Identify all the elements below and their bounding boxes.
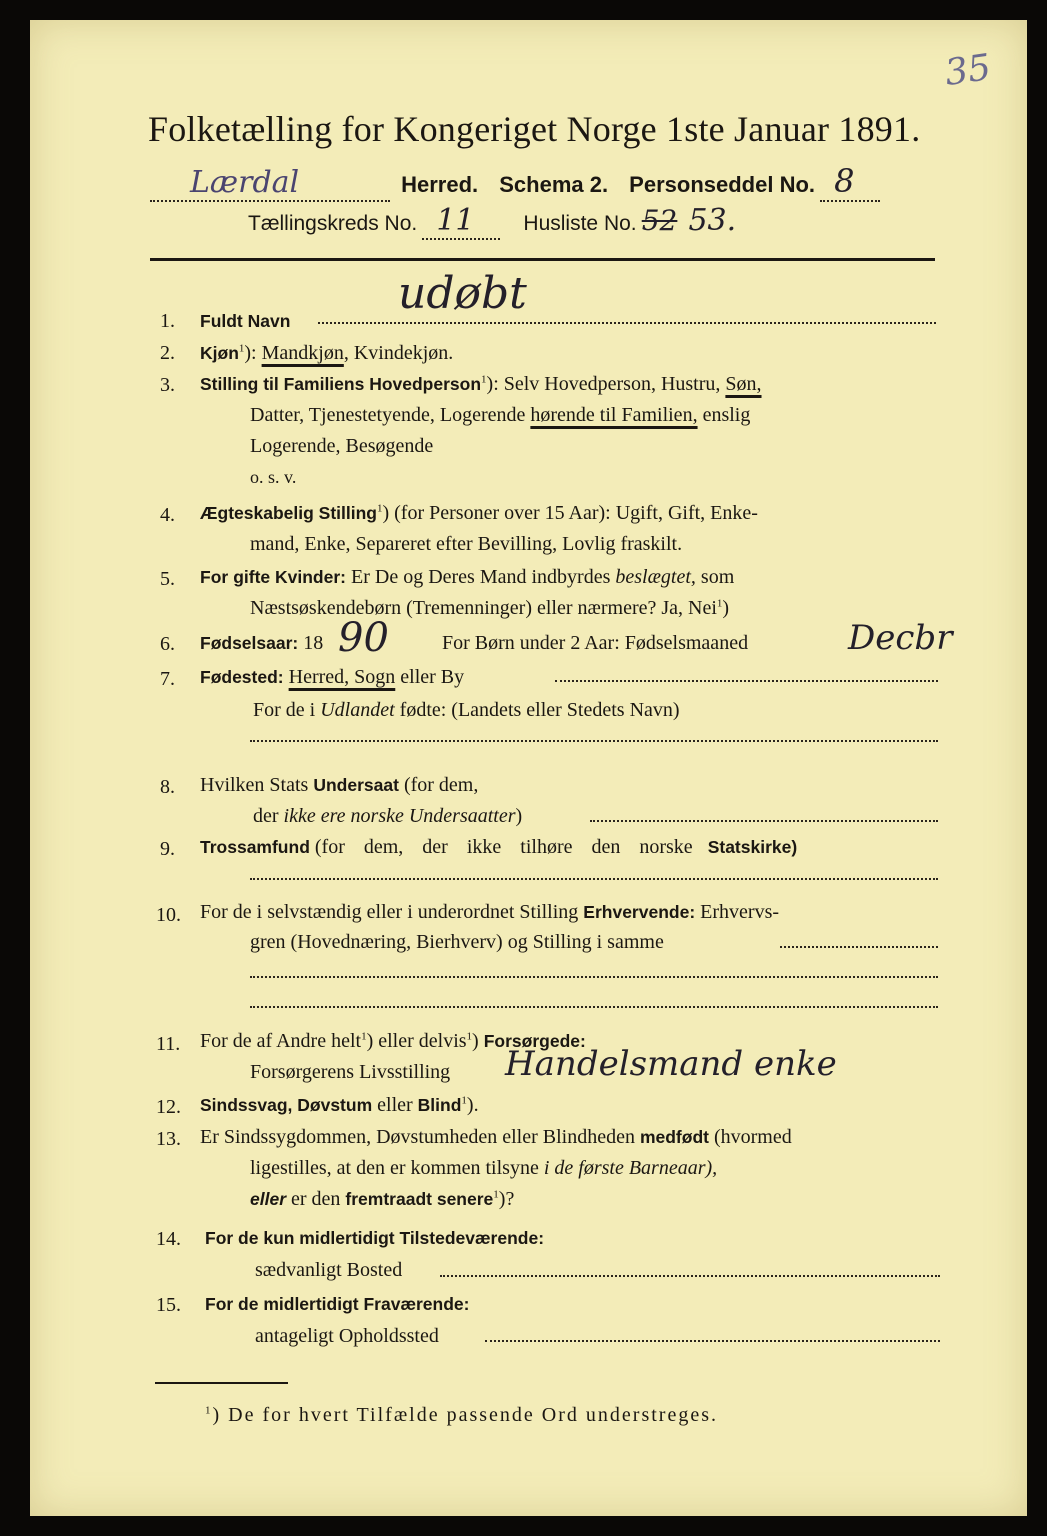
item-14-text: sædvanligt Bosted [255, 1259, 403, 1281]
item-4-label: Ægteskabelig Stilling [200, 503, 377, 523]
item-10-fill-line-2 [250, 976, 938, 978]
item-7-abroad-text: fødte: (Landets eller Stedets Navn) [399, 699, 680, 721]
item-6-label: Fødselsaar: [200, 633, 299, 653]
item-12-line: Sindssvag, Døvstum eller Blind$^1$). [200, 1094, 479, 1116]
item-10-fill-line-1 [780, 946, 938, 948]
item-7-abroad-italic: Udlandet [320, 699, 395, 721]
birth-year-value: 90 [338, 615, 389, 661]
item-5-question-1: Er De og Deres Mand indbyrdes [351, 566, 611, 588]
item-8-line-1 [200, 774, 478, 797]
item-1-number: 1. [160, 310, 175, 332]
birthplace-option-town: eller By [400, 666, 465, 688]
birth-month-value: Decbr [848, 618, 953, 658]
item-12-label: Sindssvag, Døvstum [200, 1095, 373, 1115]
item-13-label-2: fremtraadt senere [345, 1189, 494, 1209]
item-8-line-2: der ikke ere norske Undersaatter) [253, 805, 523, 827]
item-10-label: Erhvervende: [583, 902, 696, 922]
item-5-question-2: Næstsøskendebørn (Tremenninger) eller nærmere? Ja, Nei [250, 597, 717, 619]
item-13-label: medfødt [639, 1127, 709, 1147]
item-10-number: 10. [156, 904, 181, 926]
birthplace-option-underlined: Herred, Sogn [288, 666, 396, 688]
item-7-fill-line-2 [250, 740, 938, 742]
schema-label: Schema 2. [499, 172, 609, 197]
item-13-text-1b: (hvormed [713, 1126, 792, 1148]
item-13-text-2i: i de første Barneaar), [543, 1157, 718, 1179]
item-13-text-3a: eller [250, 1189, 286, 1209]
census-form-sheet [30, 20, 1027, 1516]
header-divider [150, 258, 935, 261]
item-9-end: Statskirke) [707, 837, 798, 857]
kreds-label: Tællingskreds No. [248, 212, 418, 235]
item-7-label: Fødested: [200, 667, 284, 687]
item-7-fill-line [555, 680, 938, 682]
item-15-fill-line [485, 1340, 940, 1342]
item-11-text-1b: ) eller delvis [366, 1030, 467, 1052]
herred-value: Lærdal [150, 165, 390, 202]
item-3-options-1: ): Selv Hovedperson, Hustru, [486, 373, 721, 395]
item-5-label: gifte Kvinder: [233, 567, 346, 587]
item-3-options-2b: enslig [702, 404, 751, 426]
item-15-text: antageligt Opholdssted [255, 1325, 439, 1347]
relation-option-son-underlined: Søn, [725, 373, 762, 395]
item-7-number: 7. [160, 668, 175, 690]
item-8-number: 8. [160, 776, 175, 798]
item-10-line-1 [200, 901, 779, 924]
item-4-options-1: ) (for Personer over 15 Aar): Ugift, Gift, Enke- [382, 502, 758, 524]
item-8-text-2a: der [253, 805, 279, 827]
herred-row [150, 162, 880, 202]
footnote-text: De for hvert Tilfælde passende Ord understreges. [228, 1404, 718, 1426]
footnote: $^1$) De for hvert Tilfælde passende Ord understreges. [205, 1404, 718, 1426]
item-3-options-3: Logerende, Besøgende [250, 435, 434, 457]
item-13-line-2 [250, 1157, 717, 1180]
item-11-text-2: Forsørgerens Livsstilling [250, 1061, 451, 1083]
item-10-text-1: For de i selvstændig eller i underordnet Stilling [200, 901, 579, 923]
item-13-text-1: Er Sindssygdommen, Døvstumheden eller Blindheden [200, 1126, 635, 1148]
item-3-options-2: Datter, Tjenestetyende, Logerende [250, 404, 526, 426]
form-title: Folketælling for Kongeriget Norge 1ste Januar 1891. [148, 109, 921, 149]
item-3-line-2 [250, 404, 750, 427]
birth-month-label: For Børn under 2 Aar: Fødselsmaaned [442, 632, 749, 654]
item-13-line-3: eller er den fremtraadt senere$^1$)? [250, 1188, 515, 1210]
item-4-number: 4. [160, 504, 175, 526]
item-10-fill-line-3 [250, 1006, 938, 1008]
item-14-fill-line [440, 1275, 940, 1277]
provider-occupation-value: Handelsmand enke [505, 1044, 837, 1084]
item-4-line-1: Ægteskabelig Stilling$^1$) (for Personer over 15 Aar): Ugift, Gift, Enke- [200, 502, 758, 524]
item-1-fill-line [318, 322, 936, 324]
item-6-line [200, 632, 323, 655]
husliste-label: Husliste No. [523, 212, 637, 235]
item-9-label: Trossamfund [200, 837, 310, 857]
archive-page-number: 35 [942, 47, 994, 94]
item-7-line-2 [253, 699, 680, 722]
item-2-footnote-mark: 1 [238, 342, 245, 355]
item-5-question-end: som [700, 566, 735, 588]
item-11-label: Forsørgede: [483, 1031, 586, 1051]
item-9-number: 9. [160, 838, 175, 860]
item-9-text: (for dem, der ikke tilhøre den norske [314, 836, 693, 858]
husliste-struck-value: 52 [641, 204, 678, 237]
item-14-number: 14. [156, 1228, 181, 1250]
item-11-line-1: For de af Andre helt$^1$) eller delvis$^1$) Forsørgede: [200, 1030, 586, 1052]
item-1-label: Fuldt Navn [200, 311, 291, 331]
personseddel-label: Personseddel No. [629, 172, 816, 197]
item-5-line-1 [200, 566, 734, 589]
item-12-text: eller [377, 1094, 413, 1116]
item-3-label: Stilling til Familiens Hovedperson [200, 374, 482, 394]
item-8-text-c: (for dem, [403, 774, 479, 796]
item-9-fill-line [250, 878, 938, 880]
item-2-line: Kjøn$^1$): Mandkjøn, Kvindekjøn. [200, 342, 454, 364]
item-6-number: 6. [160, 633, 175, 655]
item-5-line-2: Næstsøskendebørn (Tremenninger) eller nærmere? Ja, Nei$^1$) [250, 597, 730, 619]
full-name-value: udøbt [398, 268, 527, 319]
personseddel-value: 8 [820, 162, 880, 202]
sex-option-male-underlined: Mandkjøn [261, 342, 344, 364]
kreds-row [248, 203, 736, 240]
sex-option-female: , Kvindekjøn. [343, 342, 454, 364]
item-13-text-3b: er den [291, 1188, 341, 1210]
item-3-line-1: Stilling til Familiens Hovedperson$^1$): Selv Hovedperson, Hustru, Søn, [200, 373, 762, 395]
item-14-label: For de kun midlertidigt Tilstedeværende: [205, 1228, 545, 1248]
item-8-text-a: Hvilken Stats [200, 774, 309, 796]
item-7-abroad-prefix: For de i [253, 699, 316, 721]
item-3-number: 3. [160, 374, 175, 396]
footnote-divider [155, 1382, 288, 1384]
item-10-text-2: gren (Hovednæring, Bierhverv) og Stilling i samme [250, 931, 664, 953]
item-4-options-2: mand, Enke, Separeret efter Bevilling, Lovlig fraskilt. [250, 533, 683, 555]
relation-option-family-underlined: hørende til Familien, [530, 404, 698, 426]
item-12-label-2: Blind [417, 1095, 462, 1115]
item-3-etc: o. s. v. [250, 467, 297, 487]
item-13-number: 13. [156, 1128, 181, 1150]
kreds-value: 11 [422, 203, 500, 240]
item-15-number: 15. [156, 1294, 181, 1316]
item-2-number: 2. [160, 342, 175, 364]
item-11-number: 11. [156, 1033, 181, 1055]
item-5-question-italic: beslægtet, [615, 566, 696, 588]
item-8-fill-line [590, 820, 938, 822]
item-10-text-1b: Erhvervs- [700, 901, 780, 923]
item-13-line-1 [200, 1126, 792, 1149]
item-2-label: Kjøn [200, 343, 239, 363]
herred-label: Herred. [401, 172, 479, 197]
item-8-text-2i: ikke ere norske Undersaatter [283, 805, 516, 827]
item-5-number: 5. [160, 568, 175, 590]
item-8-label: Undersaat [313, 775, 399, 795]
item-13-text-2: ligestilles, at den er kommen tilsyne [250, 1157, 539, 1179]
item-9-line [200, 836, 797, 859]
husliste-value: 53. [688, 203, 737, 238]
item-11-text-1: For de af Andre helt [200, 1030, 362, 1052]
item-15-label: For de midlertidigt Fraværende: [205, 1294, 470, 1314]
item-7-line-1 [200, 666, 464, 689]
birth-year-prefix: 18 [303, 632, 324, 654]
item-5-label-a: For [200, 567, 229, 587]
item-12-number: 12. [156, 1096, 181, 1118]
